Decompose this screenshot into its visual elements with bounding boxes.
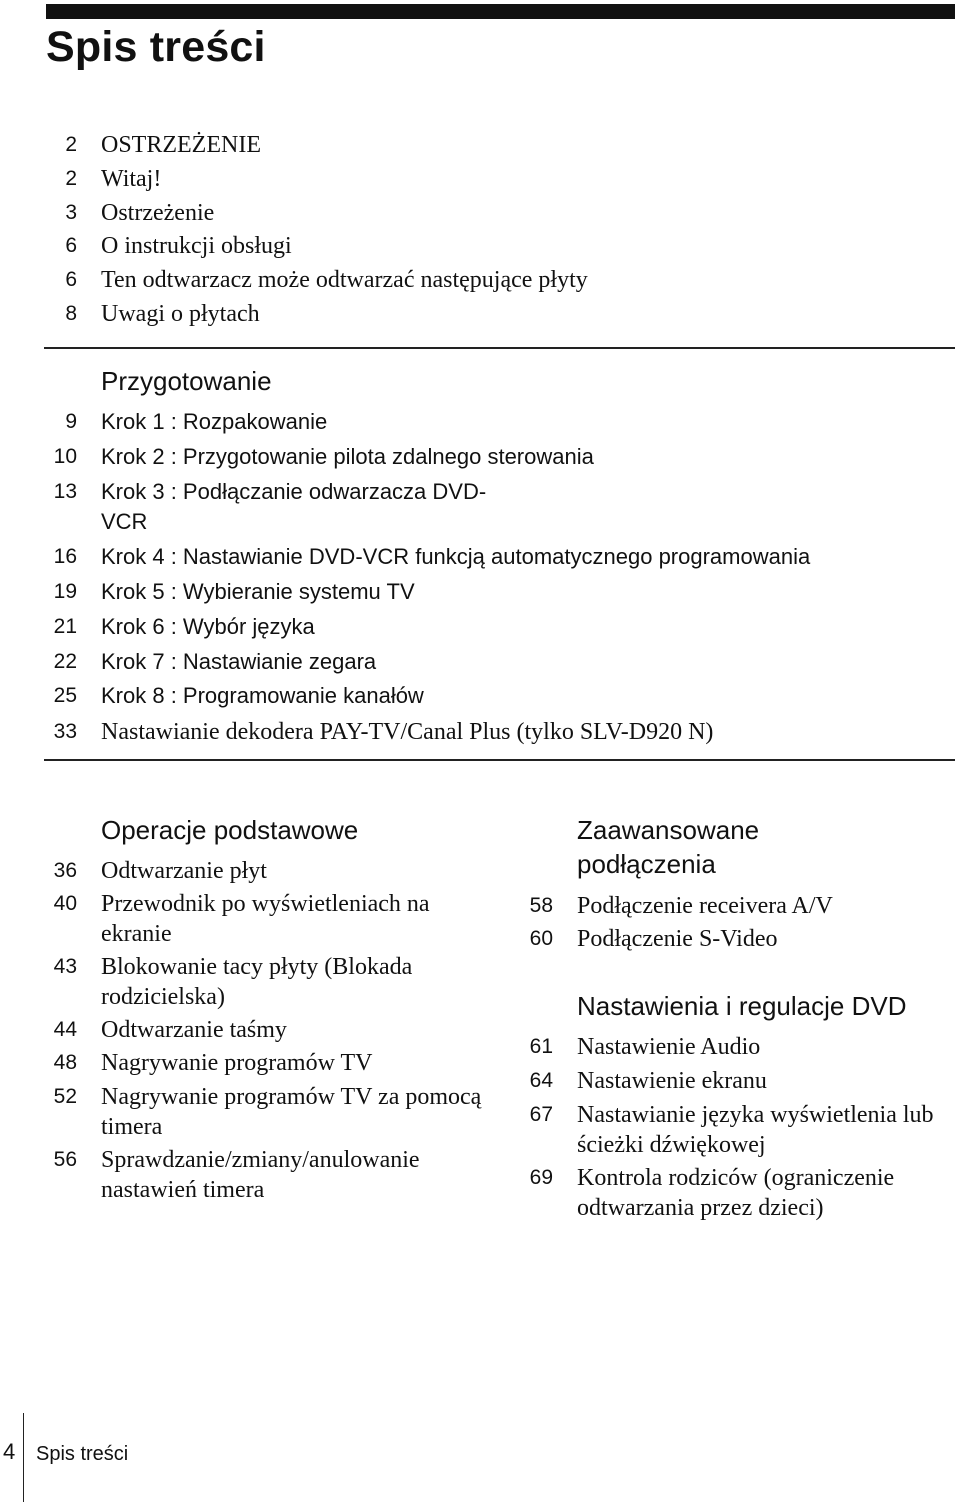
- toc-entry-label: Ten odtwarzacz może odtwarzać następujące płyty: [101, 267, 588, 293]
- header-bar: [46, 4, 955, 19]
- toc-entry[interactable]: [0, 952, 491, 1012]
- toc-entry-label: Odtwarzanie taśmy: [101, 1017, 287, 1043]
- toc-entry[interactable]: [0, 477, 521, 537]
- toc-entry-label: Krok 7 : Nastawianie zegara: [101, 649, 377, 674]
- toc-entry[interactable]: [0, 1066, 947, 1096]
- toc-entry-label: Krok 5 : Wybieranie systemu TV: [101, 579, 415, 604]
- toc-entry-label: OSTRZEŻENIE: [101, 132, 261, 158]
- toc-entry[interactable]: [0, 1163, 947, 1223]
- toc-page-number: 48: [53, 1051, 77, 1074]
- toc-entry-label: Nastawienie Audio: [577, 1034, 761, 1060]
- toc-entry-label: Blokowanie tacy płyty (Blokada rodzicielska): [101, 954, 413, 1010]
- toc-entry[interactable]: [0, 542, 810, 572]
- toc-page-number: 61: [529, 1035, 553, 1058]
- toc-entry-label: Podłączenie S-Video: [577, 926, 778, 952]
- toc-page-number: 22: [53, 650, 77, 673]
- toc-entry[interactable]: [0, 299, 260, 329]
- toc-entry-label: Podłączenie receivera A/V: [577, 893, 833, 919]
- toc-page-number: 64: [529, 1069, 553, 1092]
- toc-page-number: 6: [65, 268, 77, 291]
- toc-entry[interactable]: [0, 1032, 947, 1062]
- toc-page-number: 19: [53, 580, 77, 603]
- toc-entry-label: Krok 8 : Programowanie kanałów: [101, 683, 424, 708]
- section-heading-preparation: Przygotowanie: [101, 366, 272, 396]
- toc-page-number: 13: [53, 480, 77, 503]
- toc-entry-label: Ostrzeżenie: [101, 200, 215, 226]
- toc-entry-label: Krok 2 : Przygotowanie pilota zdalnego sterowania: [101, 444, 594, 469]
- toc-page-number: 16: [53, 545, 77, 568]
- toc-page-number: 21: [53, 615, 77, 638]
- page-title: Spis treści: [46, 23, 266, 71]
- section-heading-dvd-settings: Nastawienia i regulacje DVD: [577, 991, 907, 1021]
- toc-entry-label: Nastawianie języka wyświetlenia lub ścieżki dźwiękowej: [577, 1102, 934, 1158]
- toc-entry[interactable]: [0, 612, 315, 642]
- toc-page-number: 25: [53, 684, 77, 707]
- toc-page-number: 67: [529, 1103, 553, 1126]
- toc-page-number: 8: [65, 302, 77, 325]
- toc-entry-label: Krok 4 : Nastawianie DVD-VCR funkcją automatycznego programowania: [101, 544, 811, 569]
- toc-page-number: 43: [53, 955, 77, 978]
- footer-section-title: Spis treści: [36, 1443, 129, 1465]
- toc-entry[interactable]: [0, 577, 415, 607]
- toc-entry[interactable]: [0, 717, 713, 747]
- toc-page-number: 58: [529, 894, 553, 917]
- toc-entry-label: Krok 6 : Wybór języka: [101, 614, 315, 639]
- toc-page-number: 9: [65, 410, 77, 433]
- toc-entry[interactable]: [0, 164, 161, 194]
- toc-page-number: 69: [529, 1166, 553, 1189]
- toc-entry[interactable]: [0, 647, 376, 677]
- section-heading-basic-operations: Operacje podstawowe: [101, 815, 359, 845]
- toc-page-number: 33: [53, 720, 77, 743]
- toc-entry-label: Krok 3 : Podłączanie odwarzacza DVD-VCR: [101, 479, 487, 534]
- toc-entry-label: Nastawianie dekodera PAY-TV/Canal Plus (tylko SLV-D920 N): [101, 719, 714, 745]
- toc-entry[interactable]: [0, 407, 327, 437]
- toc-page-number: 40: [53, 892, 77, 915]
- section-divider: [44, 759, 955, 761]
- toc-entry[interactable]: [0, 681, 424, 711]
- toc-entry-label: Odtwarzanie płyt: [101, 858, 267, 884]
- toc-entry-label: Kontrola rodziców (ograniczenie odtwarzania przez dzieci): [577, 1165, 895, 1221]
- toc-page-number: 6: [65, 234, 77, 257]
- toc-page-number: 3: [65, 201, 77, 224]
- toc-entry-label: O instrukcji obsługi: [101, 233, 292, 259]
- toc-entry[interactable]: [0, 856, 491, 886]
- toc-page-number: 56: [53, 1148, 77, 1171]
- toc-page-number: 60: [529, 927, 553, 950]
- toc-entry[interactable]: [0, 130, 261, 160]
- toc-entry-label: Sprawdzanie/zmiany/anulowanie nastawień timera: [101, 1147, 420, 1203]
- toc-entry-label: Nastawienie ekranu: [577, 1068, 767, 1094]
- toc-page-number: 2: [65, 167, 77, 190]
- toc-entry[interactable]: [0, 265, 588, 295]
- toc-entry-label: Uwagi o płytach: [101, 301, 260, 327]
- toc-entry[interactable]: [0, 924, 947, 954]
- toc-entry[interactable]: [0, 198, 214, 228]
- toc-entry[interactable]: [0, 1100, 947, 1160]
- toc-entry-label: Krok 1 : Rozpakowanie: [101, 409, 328, 434]
- toc-entry-label: Przewodnik po wyświetleniach na ekranie: [101, 891, 430, 947]
- toc-entry[interactable]: [0, 231, 292, 261]
- toc-entry[interactable]: [0, 442, 594, 472]
- section-heading-advanced-connections: Zaawansowane podłączenia: [577, 815, 760, 879]
- footer-divider: [23, 1413, 24, 1502]
- toc-entry[interactable]: [0, 891, 947, 921]
- toc-page-number: 36: [53, 859, 77, 882]
- toc-entry-label: Witaj!: [101, 166, 162, 192]
- toc-entry-label: Nagrywanie programów TV: [101, 1050, 373, 1076]
- toc-page-number: 10: [53, 445, 77, 468]
- section-divider: [44, 347, 955, 349]
- footer-page-number: 4: [3, 1439, 16, 1464]
- toc-entry-label: Nagrywanie programów TV za pomocą timera: [101, 1084, 482, 1140]
- toc-page-number: 44: [53, 1018, 77, 1041]
- toc-page-number: 2: [65, 133, 77, 156]
- toc-page-number: 52: [53, 1085, 77, 1108]
